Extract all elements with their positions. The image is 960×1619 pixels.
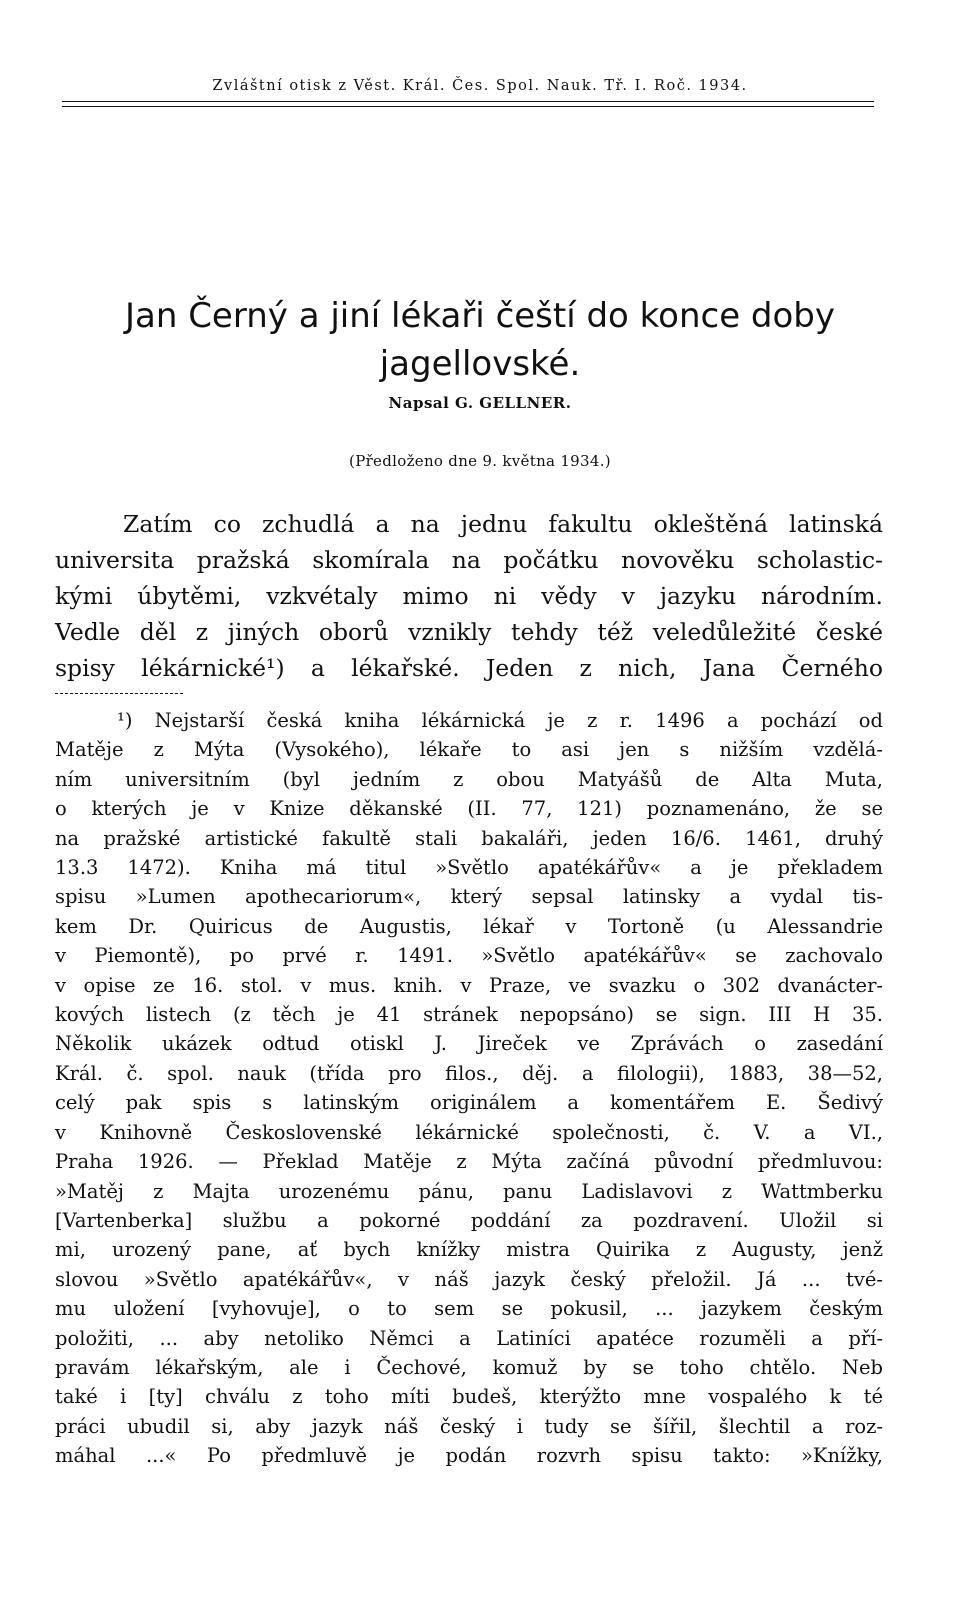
body-line: universita pražská skomírala na počátku novověku scholastic- [55,546,883,574]
footnote-line: Matěje z Mýta (Vysokého), lékaře to asi jen s nižším vzdělá- [55,738,883,762]
footnote-line: »Matěj z Majta urozenému pánu, panu Ladislavovi z Wattmberku [55,1179,883,1203]
footnote-line: v Piemontě), po prvé r. 1491. »Světlo apatékářův« se zachovalo [55,944,883,968]
footnote-line: také i [ty] chválu z toho míti budeš, kterýžto mne vospalého k té [55,1385,883,1409]
body-line: Vedle děl z jiných oborů vznikly tehdy též veledůležité české [55,618,883,646]
footnote-separator [55,693,183,694]
footnote-line: Král. č. spol. nauk (třída pro filos., děj. a filologii), 1883, 38—52, [55,1061,883,1085]
footnote [55,706,883,1471]
body-paragraph [55,506,883,686]
body-line: spisy lékárnické¹) a lékařské. Jeden z nich, Jana Černého [55,654,883,682]
footnote-line: o kterých je v Knize děkanské (II. 77, 121) poznamenáno, že se [55,797,883,821]
footnote-line: mi, urozený pane, ať bych knížky mistra Quirika z Augusty, jenž [55,1238,883,1262]
submission-date: (Předloženo dne 9. května 1934.) [349,452,611,470]
footnote-line: máhal ...« Po předmluvě je podán rozvrh spisu takto: »Knížky, [55,1444,883,1468]
footnote-line: celý pak spis s latinským originálem a komentářem E. Šedivý [55,1091,883,1115]
footnote-line: v opise ze 16. stol. v mus. knih. v Praze, ve svazku o 302 dvanácter- [55,973,883,997]
header-rule-thin [62,106,874,107]
footnote-line: [Vartenberka] službu a pokorné poddání za pozdravení. Uložil si [55,1208,883,1232]
footnote-line: Praha 1926. — Překlad Matěje z Mýta začíná původní předmluvou: [55,1150,883,1174]
footnote-line: kem Dr. Quiricus de Augustis, lékař v Tortoně (u Alessandrie [55,914,883,938]
footnote-line: 13.3 1472). Kniha má titul »Světlo apatékářův« a je překladem [55,856,883,880]
footnote-line: slovou »Světlo apatékářův«, v náš jazyk český přeložil. Já ... tvé- [55,1267,883,1291]
footnote-line: spisu »Lumen apothecariorum«, který sepsal latinsky a vydal tis- [55,885,883,909]
footnote-line: v Knihovně Československé lékárnické společnosti, č. V. a VI., [55,1120,883,1144]
footnote-line: Několik ukázek odtud otiskl J. Jireček ve Zprávách o zasedání [55,1032,883,1056]
body-line: Zatím co zchudlá a na jednu fakultu okleštěná latinská [123,510,883,538]
article-title: Jan Černý a jiní lékaři čeští do konce doby jagellovské. [124,296,836,384]
header-rule [62,101,874,102]
footnote-line: ¹) Nejstarší česká kniha lékárnická je z r. 1496 a pochází od [117,709,883,732]
author-byline: Napsal G. GELLNER. [388,394,572,412]
footnote-line: pravám lékařským, ale i Čechové, komuž by se toho chtělo. Neb [55,1355,883,1379]
running-head: Zvláštní otisk z Věst. Král. Čes. Spol. Nauk. Tř. I. Roč. 1934. [212,78,748,94]
footnote-line: kových listech (z těch je 41 stránek nepopsáno) se sign. III H 35. [55,1003,883,1027]
body-line: kými úbytěmi, vzkvétaly mimo ni vědy v jazyku národním. [55,582,883,610]
footnote-line: mu uložení [vyhovuje], o to sem se pokusil, ... jazykem českým [55,1297,883,1321]
footnote-line: položiti, ... aby netoliko Němci a Latiníci apatéce rozuměli a pří- [55,1326,883,1350]
footnote-line: na pražské artistické fakultě stali bakaláři, jeden 16/6. 1461, druhý [55,826,883,850]
footnote-line: práci ubudil si, aby jazyk náš český i tudy se šířil, šlechtil a roz- [55,1414,883,1438]
footnote-line: ním universitním (byl jedním z obou Matyášů de Alta Muta, [55,767,883,791]
